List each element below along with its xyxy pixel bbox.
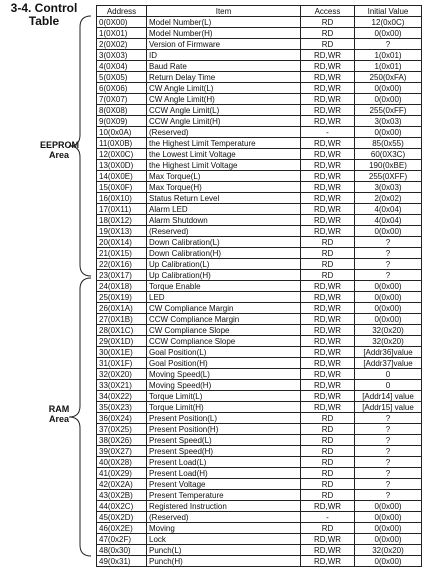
initial-value-cell: 12(0x0C) bbox=[355, 17, 422, 28]
address-cell: 31(0X1F) bbox=[97, 358, 147, 369]
access-cell: RD,WR bbox=[301, 204, 355, 215]
initial-value-cell: 0(0x00) bbox=[355, 314, 422, 325]
address-cell: 34(0X22) bbox=[97, 391, 147, 402]
table-row bbox=[97, 435, 422, 446]
table-row bbox=[97, 182, 422, 193]
access-cell: RD bbox=[301, 479, 355, 490]
address-cell: 33(0X21) bbox=[97, 380, 147, 391]
column-header-access: Access bbox=[301, 6, 355, 17]
initial-value-cell: 0(0x00) bbox=[355, 512, 422, 523]
table-row bbox=[97, 512, 422, 523]
address-cell: 2(0X02) bbox=[97, 39, 147, 50]
initial-value-cell: 1(0x01) bbox=[355, 61, 422, 72]
initial-value-cell: 0(0x00) bbox=[355, 127, 422, 138]
initial-value-cell: 0(0x00) bbox=[355, 523, 422, 534]
initial-value-cell: 3(0x03) bbox=[355, 182, 422, 193]
ram-brace bbox=[64, 277, 94, 557]
initial-value-cell: ? bbox=[355, 424, 422, 435]
table-row bbox=[97, 446, 422, 457]
address-cell: 21(0X15) bbox=[97, 248, 147, 259]
initial-value-cell: 0(0x00) bbox=[355, 303, 422, 314]
ram-area-label-line1: RAM bbox=[48, 404, 70, 414]
access-cell: RD,WR bbox=[301, 149, 355, 160]
address-cell: 40(0X28) bbox=[97, 457, 147, 468]
access-cell: RD,WR bbox=[301, 369, 355, 380]
table-row bbox=[97, 292, 422, 303]
item-cell: Present Speed(L) bbox=[147, 435, 301, 446]
table-row bbox=[97, 413, 422, 424]
address-cell: 6(0X06) bbox=[97, 83, 147, 94]
initial-value-cell: 0(0x00) bbox=[355, 534, 422, 545]
table-row bbox=[97, 61, 422, 72]
address-cell: 20(0X14) bbox=[97, 237, 147, 248]
initial-value-cell: 1(0x01) bbox=[355, 50, 422, 61]
item-cell: Present Load(L) bbox=[147, 457, 301, 468]
table-row bbox=[97, 50, 422, 61]
address-cell: 9(0X09) bbox=[97, 116, 147, 127]
item-cell: Version of Firmware bbox=[147, 39, 301, 50]
access-cell: RD bbox=[301, 446, 355, 457]
address-cell: 32(0X20) bbox=[97, 369, 147, 380]
table-row bbox=[97, 479, 422, 490]
address-cell: 42(0X2A) bbox=[97, 479, 147, 490]
table-row bbox=[97, 336, 422, 347]
item-cell: Punch(H) bbox=[147, 556, 301, 567]
address-cell: 30(0X1E) bbox=[97, 347, 147, 358]
item-cell: Max Torque(H) bbox=[147, 182, 301, 193]
item-cell: (Reserved) bbox=[147, 512, 301, 523]
item-cell: Return Delay Time bbox=[147, 72, 301, 83]
access-cell: RD,WR bbox=[301, 391, 355, 402]
access-cell: RD bbox=[301, 39, 355, 50]
table-row bbox=[97, 215, 422, 226]
table-row bbox=[97, 237, 422, 248]
access-cell: RD bbox=[301, 237, 355, 248]
address-cell: 35(0X23) bbox=[97, 402, 147, 413]
initial-value-cell: 32(0x20) bbox=[355, 325, 422, 336]
initial-value-cell: 255(0XFF) bbox=[355, 171, 422, 182]
access-cell: RD,WR bbox=[301, 116, 355, 127]
initial-value-cell: [Addr15] value bbox=[355, 402, 422, 413]
address-cell: 36(0X24) bbox=[97, 413, 147, 424]
item-cell: Torque Enable bbox=[147, 281, 301, 292]
access-cell: RD,WR bbox=[301, 325, 355, 336]
item-cell: CW Angle Limit(L) bbox=[147, 83, 301, 94]
initial-value-cell: 190(0xBE) bbox=[355, 160, 422, 171]
address-cell: 43(0X2B) bbox=[97, 490, 147, 501]
address-cell: 41(0X29) bbox=[97, 468, 147, 479]
table-row bbox=[97, 556, 422, 567]
access-cell: RD,WR bbox=[301, 226, 355, 237]
access-cell: - bbox=[301, 512, 355, 523]
initial-value-cell: ? bbox=[355, 457, 422, 468]
item-cell: Alarm LED bbox=[147, 204, 301, 215]
access-cell: RD,WR bbox=[301, 303, 355, 314]
initial-value-cell: 255(0xFF) bbox=[355, 105, 422, 116]
address-cell: 23(0X17) bbox=[97, 270, 147, 281]
item-cell: Goal Position(L) bbox=[147, 347, 301, 358]
access-cell: RD bbox=[301, 435, 355, 446]
initial-value-cell: 2(0x02) bbox=[355, 193, 422, 204]
initial-value-cell: [Addr36]value bbox=[355, 347, 422, 358]
column-header-item: Item bbox=[147, 6, 301, 17]
access-cell: RD,WR bbox=[301, 215, 355, 226]
address-cell: 26(0X1A) bbox=[97, 303, 147, 314]
table-row bbox=[97, 270, 422, 281]
initial-value-cell: ? bbox=[355, 468, 422, 479]
initial-value-cell: 85(0x55) bbox=[355, 138, 422, 149]
item-cell: (Reserved) bbox=[147, 226, 301, 237]
address-cell: 17(0X11) bbox=[97, 204, 147, 215]
item-cell: Status Return Level bbox=[147, 193, 301, 204]
table-row bbox=[97, 281, 422, 292]
initial-value-cell: 3(0x03) bbox=[355, 116, 422, 127]
initial-value-cell: ? bbox=[355, 270, 422, 281]
table-row bbox=[97, 138, 422, 149]
address-cell: 8(0X08) bbox=[97, 105, 147, 116]
item-cell: CW Compliance Slope bbox=[147, 325, 301, 336]
initial-value-cell: 32(0x20) bbox=[355, 545, 422, 556]
table-row bbox=[97, 171, 422, 182]
initial-value-cell: [Addr37]value bbox=[355, 358, 422, 369]
initial-value-cell: 0(0x00) bbox=[355, 28, 422, 39]
address-cell: 28(0X1C) bbox=[97, 325, 147, 336]
table-row bbox=[97, 149, 422, 160]
item-cell: Baud Rate bbox=[147, 61, 301, 72]
access-cell: RD,WR bbox=[301, 358, 355, 369]
table-row bbox=[97, 116, 422, 127]
address-cell: 4(0X04) bbox=[97, 61, 147, 72]
item-cell: Down Calibration(H) bbox=[147, 248, 301, 259]
item-cell: the Highest Limit Temperature bbox=[147, 138, 301, 149]
table-row bbox=[97, 193, 422, 204]
access-cell: RD,WR bbox=[301, 347, 355, 358]
table-row bbox=[97, 248, 422, 259]
access-cell: RD,WR bbox=[301, 534, 355, 545]
item-cell: CCW Angle Limit(L) bbox=[147, 105, 301, 116]
table-row bbox=[97, 501, 422, 512]
access-cell: RD bbox=[301, 259, 355, 270]
table-row bbox=[97, 226, 422, 237]
ram-area-label-line2: Area bbox=[48, 414, 69, 424]
table-row bbox=[97, 39, 422, 50]
access-cell: RD,WR bbox=[301, 50, 355, 61]
initial-value-cell: ? bbox=[355, 39, 422, 50]
item-cell: CCW Angle Limit(H) bbox=[147, 116, 301, 127]
column-header-initial-value: Initial Value bbox=[355, 6, 422, 17]
table-row bbox=[97, 391, 422, 402]
section-title-line2: Table bbox=[28, 14, 60, 28]
access-cell: RD,WR bbox=[301, 314, 355, 325]
address-cell: 16(0X10) bbox=[97, 193, 147, 204]
table-row bbox=[97, 347, 422, 358]
table-row bbox=[97, 523, 422, 534]
table-row bbox=[97, 545, 422, 556]
address-cell: 47(0x2F) bbox=[97, 534, 147, 545]
initial-value-cell: 60(0X3C) bbox=[355, 149, 422, 160]
table-row bbox=[97, 28, 422, 39]
table-row bbox=[97, 160, 422, 171]
item-cell: Moving Speed(H) bbox=[147, 380, 301, 391]
access-cell: RD bbox=[301, 248, 355, 259]
initial-value-cell: 250(0xFA) bbox=[355, 72, 422, 83]
table-row bbox=[97, 380, 422, 391]
address-cell: 44(0X2C) bbox=[97, 501, 147, 512]
address-cell: 10(0x0A) bbox=[97, 127, 147, 138]
table-row bbox=[97, 204, 422, 215]
table-header-row bbox=[97, 6, 422, 17]
item-cell: CW Angle Limit(H) bbox=[147, 94, 301, 105]
eeprom-area-label-line1: EEPROM bbox=[40, 140, 80, 150]
access-cell: RD bbox=[301, 523, 355, 534]
access-cell: RD bbox=[301, 490, 355, 501]
address-cell: 29(0X1D) bbox=[97, 336, 147, 347]
table-row bbox=[97, 534, 422, 545]
item-cell: Present Load(H) bbox=[147, 468, 301, 479]
item-cell: Up Calibration(L) bbox=[147, 259, 301, 270]
access-cell: RD,WR bbox=[301, 281, 355, 292]
address-cell: 19(0X13) bbox=[97, 226, 147, 237]
address-cell: 46(0X2E) bbox=[97, 523, 147, 534]
initial-value-cell: [Addr14] value bbox=[355, 391, 422, 402]
item-cell: Moving Speed(L) bbox=[147, 369, 301, 380]
item-cell: Present Voltage bbox=[147, 479, 301, 490]
eeprom-area-label-line2: Area bbox=[48, 150, 69, 160]
access-cell: - bbox=[301, 127, 355, 138]
address-cell: 7(0X07) bbox=[97, 94, 147, 105]
initial-value-cell: ? bbox=[355, 490, 422, 501]
access-cell: RD,WR bbox=[301, 94, 355, 105]
address-cell: 49(0x31) bbox=[97, 556, 147, 567]
initial-value-cell: 0(0x00) bbox=[355, 83, 422, 94]
table-row bbox=[97, 17, 422, 28]
item-cell: Registered Instruction bbox=[147, 501, 301, 512]
initial-value-cell: ? bbox=[355, 248, 422, 259]
address-cell: 22(0X16) bbox=[97, 259, 147, 270]
access-cell: RD bbox=[301, 270, 355, 281]
address-cell: 1(0X01) bbox=[97, 28, 147, 39]
address-cell: 13(0X0D) bbox=[97, 160, 147, 171]
address-cell: 27(0X1B) bbox=[97, 314, 147, 325]
initial-value-cell: ? bbox=[355, 259, 422, 270]
item-cell: Punch(L) bbox=[147, 545, 301, 556]
address-cell: 14(0X0E) bbox=[97, 171, 147, 182]
table-row bbox=[97, 490, 422, 501]
item-cell: Alarm Shutdown bbox=[147, 215, 301, 226]
access-cell: RD,WR bbox=[301, 105, 355, 116]
initial-value-cell: 0(0x00) bbox=[355, 501, 422, 512]
address-cell: 24(0X18) bbox=[97, 281, 147, 292]
initial-value-cell: 4(0x04) bbox=[355, 204, 422, 215]
address-cell: 3(0X03) bbox=[97, 50, 147, 61]
table-row bbox=[97, 369, 422, 380]
access-cell: RD bbox=[301, 28, 355, 39]
item-cell: LED bbox=[147, 292, 301, 303]
initial-value-cell: 0 bbox=[355, 380, 422, 391]
initial-value-cell: 4(0x04) bbox=[355, 215, 422, 226]
initial-value-cell: 0(0x00) bbox=[355, 556, 422, 567]
section-title-line1: 3-4. Control bbox=[10, 1, 78, 15]
address-cell: 15(0X0F) bbox=[97, 182, 147, 193]
item-cell: the Highest Limit Voltage bbox=[147, 160, 301, 171]
address-cell: 45(0X2D) bbox=[97, 512, 147, 523]
access-cell: RD,WR bbox=[301, 556, 355, 567]
access-cell: RD bbox=[301, 457, 355, 468]
item-cell: Present Position(H) bbox=[147, 424, 301, 435]
access-cell: RD,WR bbox=[301, 171, 355, 182]
table-row bbox=[97, 94, 422, 105]
access-cell: RD,WR bbox=[301, 402, 355, 413]
initial-value-cell: 0(0x00) bbox=[355, 226, 422, 237]
initial-value-cell: ? bbox=[355, 435, 422, 446]
item-cell: CCW Compliance Margin bbox=[147, 314, 301, 325]
initial-value-cell: 0 bbox=[355, 369, 422, 380]
table-row bbox=[97, 402, 422, 413]
access-cell: RD bbox=[301, 468, 355, 479]
table-row bbox=[97, 424, 422, 435]
item-cell: CW Compliance Margin bbox=[147, 303, 301, 314]
item-cell: CCW Compliance Slope bbox=[147, 336, 301, 347]
table-row bbox=[97, 358, 422, 369]
item-cell: Lock bbox=[147, 534, 301, 545]
access-cell: RD,WR bbox=[301, 193, 355, 204]
item-cell: Torque Limit(H) bbox=[147, 402, 301, 413]
table-row bbox=[97, 468, 422, 479]
initial-value-cell: ? bbox=[355, 237, 422, 248]
table-row bbox=[97, 127, 422, 138]
item-cell: Present Position(L) bbox=[147, 413, 301, 424]
address-cell: 12(0X0C) bbox=[97, 149, 147, 160]
access-cell: RD,WR bbox=[301, 138, 355, 149]
access-cell: RD,WR bbox=[301, 545, 355, 556]
item-cell: Up Calibration(H) bbox=[147, 270, 301, 281]
item-cell: Torque Limit(L) bbox=[147, 391, 301, 402]
item-cell: Down Calibration(L) bbox=[147, 237, 301, 248]
item-cell: (Reserved) bbox=[147, 127, 301, 138]
control-table bbox=[96, 5, 422, 567]
initial-value-cell: ? bbox=[355, 479, 422, 490]
item-cell: Model Number(L) bbox=[147, 17, 301, 28]
access-cell: RD,WR bbox=[301, 83, 355, 94]
access-cell: RD,WR bbox=[301, 61, 355, 72]
access-cell: RD bbox=[301, 17, 355, 28]
item-cell: ID bbox=[147, 50, 301, 61]
item-cell: Present Speed(H) bbox=[147, 446, 301, 457]
item-cell: Goal Position(H) bbox=[147, 358, 301, 369]
table-row bbox=[97, 105, 422, 116]
initial-value-cell: ? bbox=[355, 446, 422, 457]
item-cell: Present Temperature bbox=[147, 490, 301, 501]
access-cell: RD,WR bbox=[301, 292, 355, 303]
initial-value-cell: 0(0x00) bbox=[355, 292, 422, 303]
access-cell: RD,WR bbox=[301, 160, 355, 171]
access-cell: RD,WR bbox=[301, 380, 355, 391]
address-cell: 25(0X19) bbox=[97, 292, 147, 303]
item-cell: Moving bbox=[147, 523, 301, 534]
address-cell: 38(0X26) bbox=[97, 435, 147, 446]
access-cell: RD bbox=[301, 424, 355, 435]
table-row bbox=[97, 457, 422, 468]
access-cell: RD bbox=[301, 413, 355, 424]
address-cell: 48(0x30) bbox=[97, 545, 147, 556]
access-cell: RD,WR bbox=[301, 182, 355, 193]
address-cell: 37(0X25) bbox=[97, 424, 147, 435]
column-header-address: Address bbox=[97, 6, 147, 17]
address-cell: 5(0X05) bbox=[97, 72, 147, 83]
initial-value-cell: 0(0x00) bbox=[355, 281, 422, 292]
item-cell: the Lowest Limit Voltage bbox=[147, 149, 301, 160]
access-cell: RD,WR bbox=[301, 501, 355, 512]
item-cell: Max Torque(L) bbox=[147, 171, 301, 182]
table-row bbox=[97, 259, 422, 270]
initial-value-cell: 0(0x00) bbox=[355, 94, 422, 105]
table-row bbox=[97, 314, 422, 325]
eeprom-brace bbox=[64, 15, 94, 277]
table-row bbox=[97, 72, 422, 83]
table-row bbox=[97, 303, 422, 314]
address-cell: 11(0X0B) bbox=[97, 138, 147, 149]
access-cell: RD,WR bbox=[301, 336, 355, 347]
access-cell: RD,WR bbox=[301, 72, 355, 83]
initial-value-cell: 32(0x20) bbox=[355, 336, 422, 347]
table-row bbox=[97, 83, 422, 94]
address-cell: 0(0X00) bbox=[97, 17, 147, 28]
address-cell: 18(0X12) bbox=[97, 215, 147, 226]
initial-value-cell: ? bbox=[355, 413, 422, 424]
item-cell: Model Number(H) bbox=[147, 28, 301, 39]
address-cell: 39(0X27) bbox=[97, 446, 147, 457]
table-row bbox=[97, 325, 422, 336]
